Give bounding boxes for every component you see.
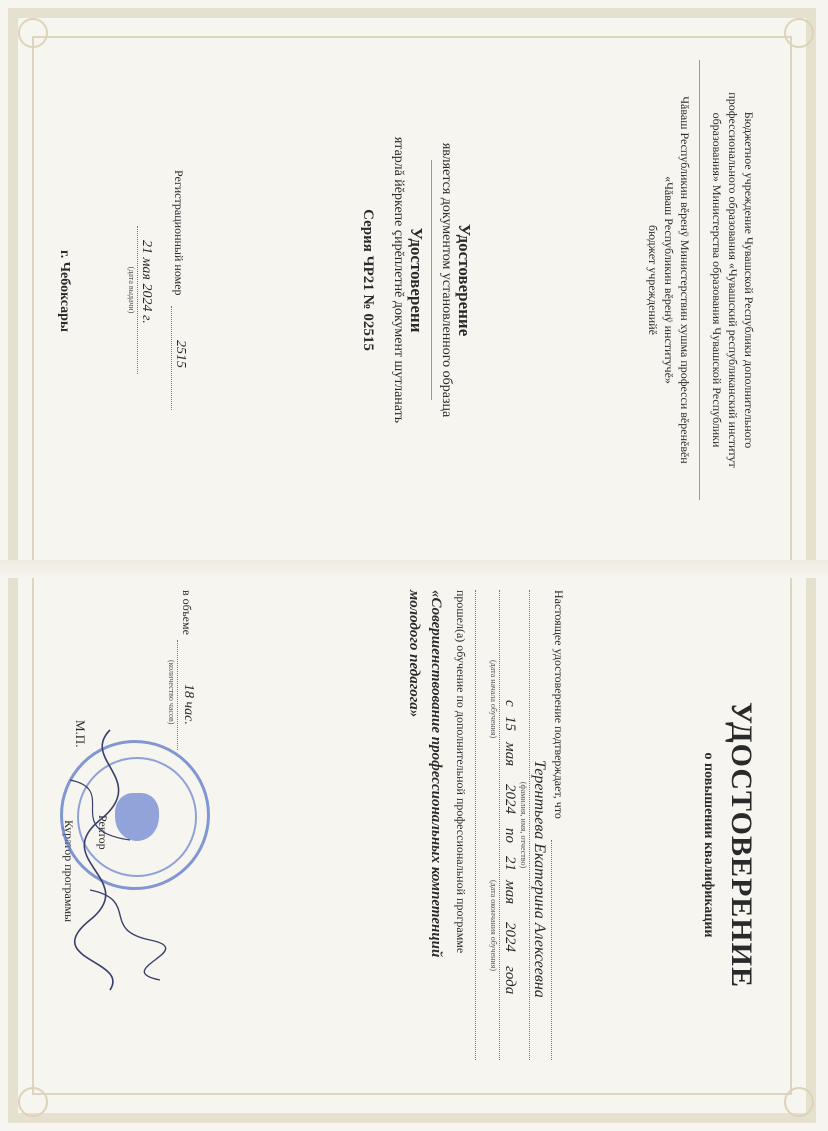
divider xyxy=(699,60,700,500)
blank-line xyxy=(475,590,476,1060)
signature-curator xyxy=(80,880,180,990)
doc-subtitle-ru: является документом установленного образца xyxy=(439,142,454,418)
org-name-ru-line2: профессионального образования «Чувашский республиканский институт xyxy=(726,92,740,468)
confirms-line xyxy=(551,840,552,1060)
rector-label: Ректор xyxy=(96,815,110,850)
doc-subtitle-cv: ятарлă йĕркепе çирĕплетнĕ документ шутланать xyxy=(391,136,406,424)
confirms-text: Настоящее удостоверение подтверждает, что xyxy=(552,590,566,819)
person-caption: (фамилия, имя, отчество) xyxy=(519,781,528,869)
period-line xyxy=(499,590,500,1060)
volume-label: в объеме xyxy=(180,590,194,635)
start-year: 2024 xyxy=(502,784,518,814)
doc-title-ru: Удостоверение xyxy=(455,223,474,337)
org-name-ru-line1: Бюджетное учреждение Чувашской Республики дополнительного xyxy=(742,111,756,449)
certificate-title: УДОСТОВЕРЕНИЕ xyxy=(725,702,758,988)
period-po: по xyxy=(502,828,518,843)
issue-date-caption: (дата выдачи) xyxy=(127,266,136,314)
org-name-cv-line2: «Чăваш Республикин вĕренÿ институчĕ» xyxy=(662,176,676,384)
org-name-cv-line3: бюджет учрежденийĕ xyxy=(646,225,660,335)
divider xyxy=(431,160,432,400)
period-c: с xyxy=(502,700,518,707)
start-month: мая xyxy=(502,742,518,767)
org-name-ru-line3: образования» Министерства образования Чувашской Республики xyxy=(710,112,724,448)
person-name: Терентьева Екатерина Алексеевна xyxy=(531,760,548,998)
start-date-caption: (дата начала обучения) xyxy=(489,660,498,739)
series-number: Серия ЧР21 № 02515 xyxy=(360,209,376,351)
end-date-caption: (дата окончания обучения) xyxy=(489,880,498,972)
period-suffix: года xyxy=(502,966,518,995)
reg-number: 2515 xyxy=(173,340,188,368)
end-day: 21 xyxy=(502,856,518,871)
doc-title-cv: Удостоверени xyxy=(407,227,426,333)
hours-caption: (количество часов) xyxy=(167,660,176,725)
end-month: мая xyxy=(502,880,518,905)
program-intro: прошел(а) обучение по дополнительной профессиональной программе xyxy=(454,590,468,954)
start-day: 15 xyxy=(502,716,518,731)
hours: 18 час. xyxy=(181,684,196,725)
mp-label: М.П. xyxy=(73,720,88,748)
city: г. Чебоксары xyxy=(57,250,72,332)
program-name-line1: «Совершенствование профессиональных компетенций xyxy=(428,590,444,958)
certificate-subtitle: о повышении квалификации xyxy=(701,752,716,938)
program-name-line2: молодого педагога» xyxy=(406,590,422,718)
reg-number-label: Регистрационный номер xyxy=(172,170,186,296)
end-year: 2024 xyxy=(502,922,518,952)
org-name-cv-line1: Чăваш Республикин вĕренÿ Министерствин хушма професси вĕренĕвĕн xyxy=(678,96,692,464)
curator-label: Куратор программы xyxy=(62,820,76,923)
issue-date: 21 мая 2024 г. xyxy=(139,240,154,324)
